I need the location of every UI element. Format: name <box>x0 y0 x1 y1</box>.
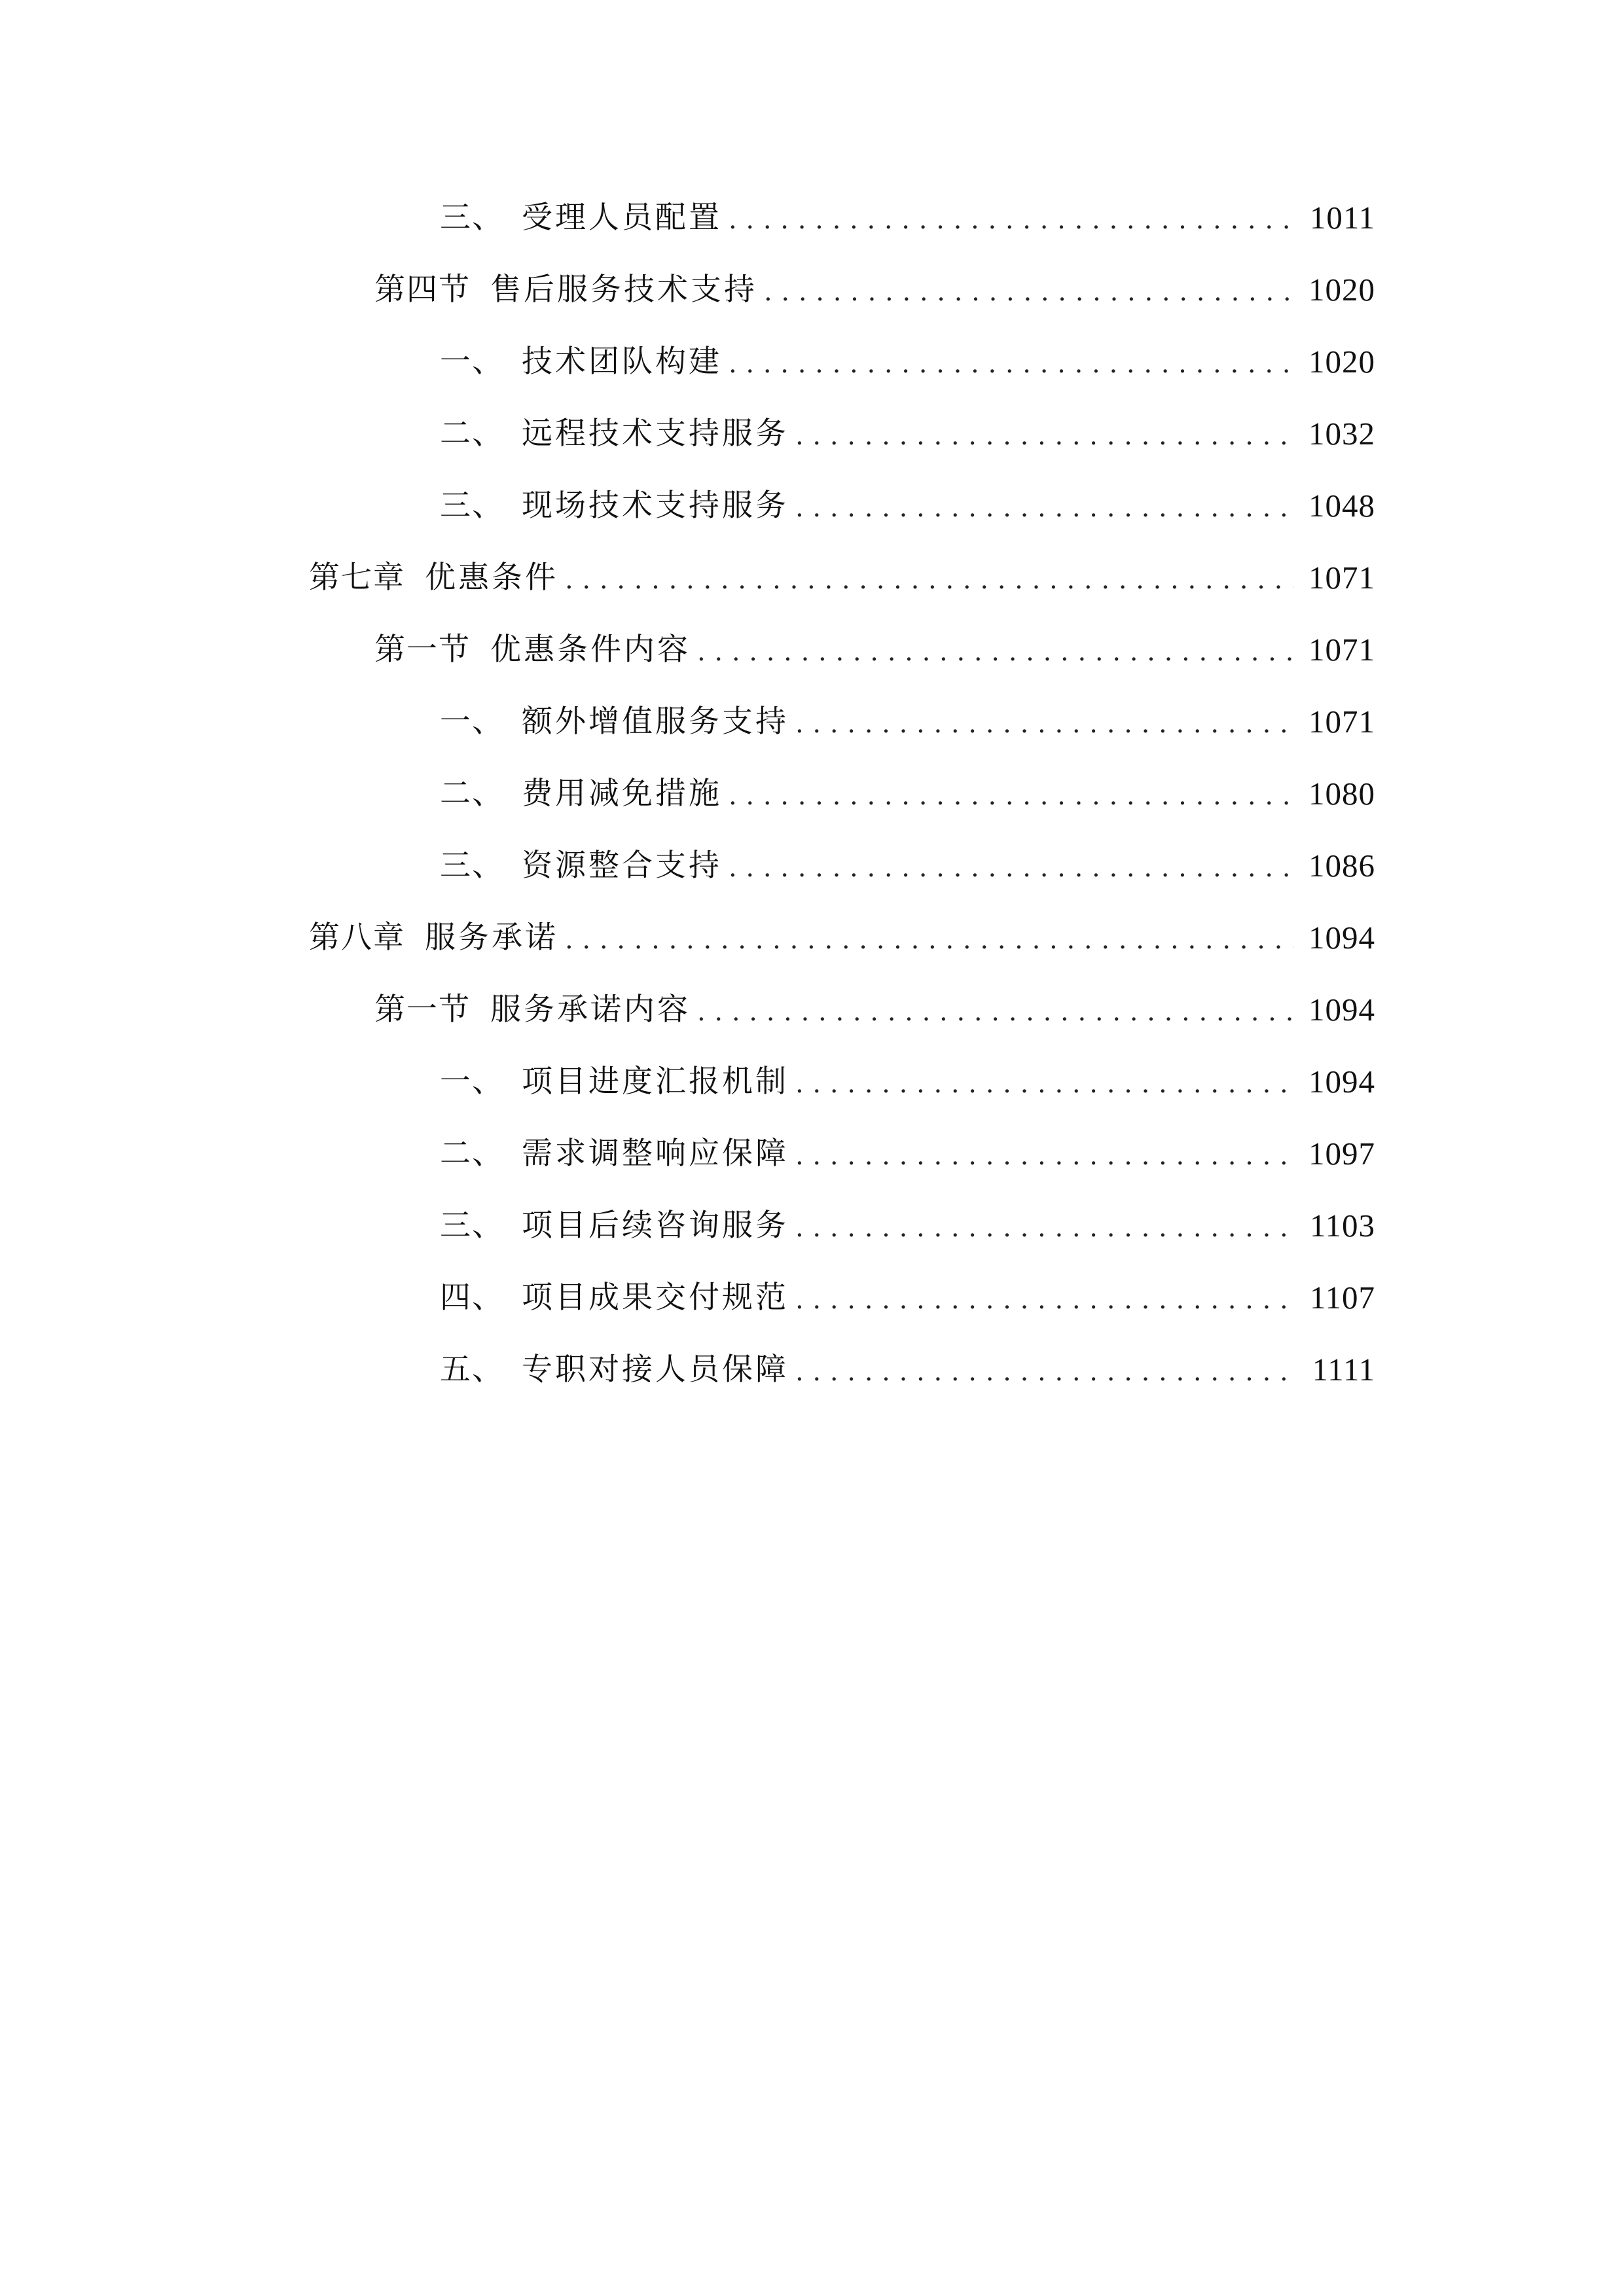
toc-entry-title: 项目进度汇报机制 <box>522 1064 789 1100</box>
toc-entry[interactable] <box>440 1344 1375 1396</box>
toc-entry[interactable] <box>440 696 1375 748</box>
toc-entry-title: 技术团队构建 <box>522 344 722 380</box>
toc-dot-leader <box>729 768 1294 820</box>
toc-entry[interactable] <box>440 768 1375 820</box>
toc-entry-number: 第一节 <box>374 992 471 1028</box>
toc-entry-number: 三、 <box>440 848 504 884</box>
toc-entry-title: 资源整合支持 <box>522 848 722 884</box>
toc-entry-title: 需求调整响应保障 <box>522 1136 789 1172</box>
toc-dot-leader <box>729 840 1294 892</box>
toc-entry-title: 现场技术支持服务 <box>522 488 789 524</box>
toc-entry-page: 1048 <box>1308 488 1375 524</box>
toc-dot-leader <box>795 1056 1294 1108</box>
toc-entry-number: 二、 <box>440 776 504 812</box>
toc-entry[interactable] <box>374 624 1375 676</box>
toc-entry-number: 一、 <box>440 704 504 740</box>
toc-entry-page: 1094 <box>1308 992 1375 1028</box>
toc-entry-number: 四、 <box>440 1280 504 1316</box>
toc-entry-page: 1086 <box>1308 848 1375 884</box>
toc-dot-leader <box>697 984 1294 1036</box>
toc-entry[interactable] <box>440 840 1375 892</box>
toc-entry-number: 三、 <box>440 488 504 524</box>
toc-entry-title: 服务承诺 <box>425 920 558 956</box>
toc-dot-leader <box>729 192 1295 244</box>
toc-dot-leader <box>795 1344 1297 1396</box>
toc-dot-leader <box>795 1200 1295 1252</box>
toc-entry-title: 优惠条件 <box>425 560 558 596</box>
toc-entry-page: 1103 <box>1309 1208 1375 1244</box>
toc-entry-page: 1080 <box>1308 776 1375 812</box>
toc-entry[interactable] <box>440 1272 1375 1324</box>
toc-entry-title: 专职对接人员保障 <box>522 1352 789 1388</box>
toc-dot-leader <box>795 1272 1295 1324</box>
toc-entry-page: 1107 <box>1309 1280 1375 1316</box>
toc-entry-number: 一、 <box>440 1064 504 1100</box>
toc-entry-title: 项目成果交付规范 <box>522 1280 789 1316</box>
toc-entry[interactable] <box>440 336 1375 388</box>
toc-dot-leader <box>729 336 1294 388</box>
toc-entry-page: 1020 <box>1308 272 1375 308</box>
toc-dot-leader <box>795 408 1294 460</box>
toc-entry-number: 第七章 <box>309 560 405 596</box>
toc-entry-title: 远程技术支持服务 <box>522 416 789 452</box>
toc-entry-page: 1071 <box>1308 560 1375 596</box>
toc-entry-number: 五、 <box>440 1352 504 1388</box>
toc-entry-title: 售后服务技术支持 <box>490 272 757 308</box>
toc-entry-page: 1111 <box>1312 1352 1375 1388</box>
toc-entry[interactable] <box>440 480 1375 532</box>
toc-entry-number: 三、 <box>440 1208 504 1244</box>
toc-entry-title: 项目后续咨询服务 <box>522 1208 789 1244</box>
toc-entry-title: 优惠条件内容 <box>490 632 691 668</box>
toc-entry-page: 1094 <box>1308 1064 1375 1100</box>
toc-dot-leader <box>795 480 1294 532</box>
toc-entry-page: 1032 <box>1308 416 1375 452</box>
toc-dot-leader <box>795 1128 1294 1180</box>
toc-entry[interactable] <box>440 408 1375 460</box>
toc-dot-leader <box>795 696 1294 748</box>
toc-entry[interactable] <box>440 192 1375 244</box>
toc-entry[interactable] <box>374 984 1375 1036</box>
toc-entry-number: 第八章 <box>309 920 405 956</box>
toc-entry[interactable] <box>440 1056 1375 1108</box>
toc-entry-page: 1097 <box>1308 1136 1375 1172</box>
toc-entry[interactable] <box>309 552 1375 604</box>
toc-entry-page: 1071 <box>1308 704 1375 740</box>
toc-entry-number: 二、 <box>440 416 504 452</box>
toc-entry-number: 三、 <box>440 200 504 236</box>
toc-dot-leader <box>764 264 1294 316</box>
toc-entry-title: 费用减免措施 <box>522 776 722 812</box>
toc-entry-title: 受理人员配置 <box>522 200 722 236</box>
toc-entry-number: 第一节 <box>374 632 471 668</box>
toc-entry[interactable] <box>440 1128 1375 1180</box>
toc-entry[interactable] <box>374 264 1375 316</box>
toc-entry-page: 1094 <box>1308 920 1375 956</box>
toc-entry-number: 第四节 <box>374 272 471 308</box>
toc-entry-number: 二、 <box>440 1136 504 1172</box>
toc-entry-page: 1020 <box>1308 344 1375 380</box>
toc-entry-page: 1071 <box>1308 632 1375 668</box>
toc-dot-leader <box>565 912 1294 964</box>
toc-entry[interactable] <box>440 1200 1375 1252</box>
toc-entry-title: 额外增值服务支持 <box>522 704 789 740</box>
toc-dot-leader <box>565 552 1294 604</box>
toc-entry-number: 一、 <box>440 344 504 380</box>
toc-entry[interactable] <box>309 912 1375 964</box>
toc-dot-leader <box>697 624 1294 676</box>
toc-entry-title: 服务承诺内容 <box>490 992 691 1028</box>
toc-entry-page: 1011 <box>1309 200 1375 236</box>
